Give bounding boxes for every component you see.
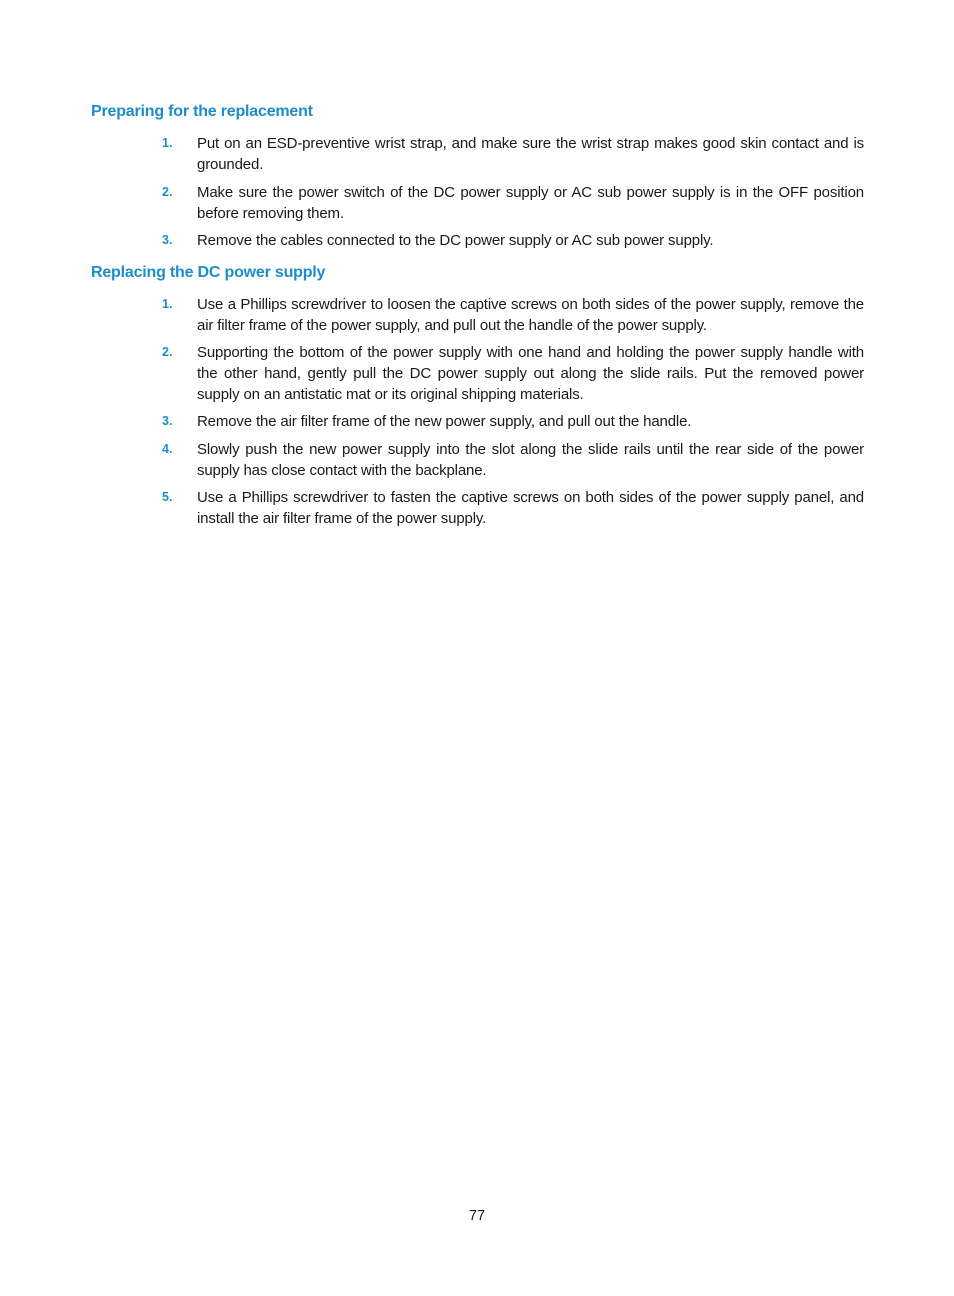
section-heading-replacing: Replacing the DC power supply (91, 264, 326, 281)
step-number: 4. (162, 442, 173, 456)
step-text: Put on an ESD-preventive wrist strap, and make sure the wrist strap makes good skin contact and is grounded. (197, 135, 864, 173)
step-text: Remove the air filter frame of the new power supply, and pull out the handle. (197, 413, 692, 430)
list-item (0, 182, 864, 224)
step-number: 3. (162, 233, 173, 247)
section-heading-preparing: Preparing for the replacement (91, 103, 313, 120)
list-item (0, 133, 864, 175)
page-number: 77 (468, 1208, 486, 1224)
step-text: Use a Phillips screwdriver to loosen the captive screws on both sides of the power supply, remove the air filter frame of the power supply, and pull out the handle of the power supply. (197, 296, 864, 334)
list-item (0, 411, 864, 432)
steps-list-preparing (0, 133, 864, 251)
step-number: 3. (162, 414, 173, 428)
step-text: Use a Phillips screwdriver to fasten the captive screws on both sides of the power supply panel, and install the air filter frame of the power supply. (197, 489, 864, 527)
step-number: 2. (162, 185, 173, 199)
list-item (0, 230, 864, 251)
list-item (0, 294, 864, 336)
step-text: Supporting the bottom of the power supply with one hand and holding the power supply handle with the other hand, gently pull the DC power supply out along the slide rails. Put the removed power supply on an antistatic mat or its original shipping materials. (197, 344, 864, 403)
step-number: 1. (162, 136, 173, 150)
steps-list-replacing (0, 294, 864, 529)
step-number: 5. (162, 490, 173, 504)
step-text: Slowly push the new power supply into the slot along the slide rails until the rear side of the power supply has close contact with the backplane. (197, 441, 864, 479)
step-text: Remove the cables connected to the DC power supply or AC sub power supply. (197, 232, 714, 249)
list-item (0, 487, 864, 529)
step-number: 2. (162, 345, 173, 359)
step-text: Make sure the power switch of the DC power supply or AC sub power supply is in the OFF position before removing them. (197, 184, 864, 222)
list-item (0, 439, 864, 481)
step-number: 1. (162, 297, 173, 311)
list-item (0, 342, 864, 405)
